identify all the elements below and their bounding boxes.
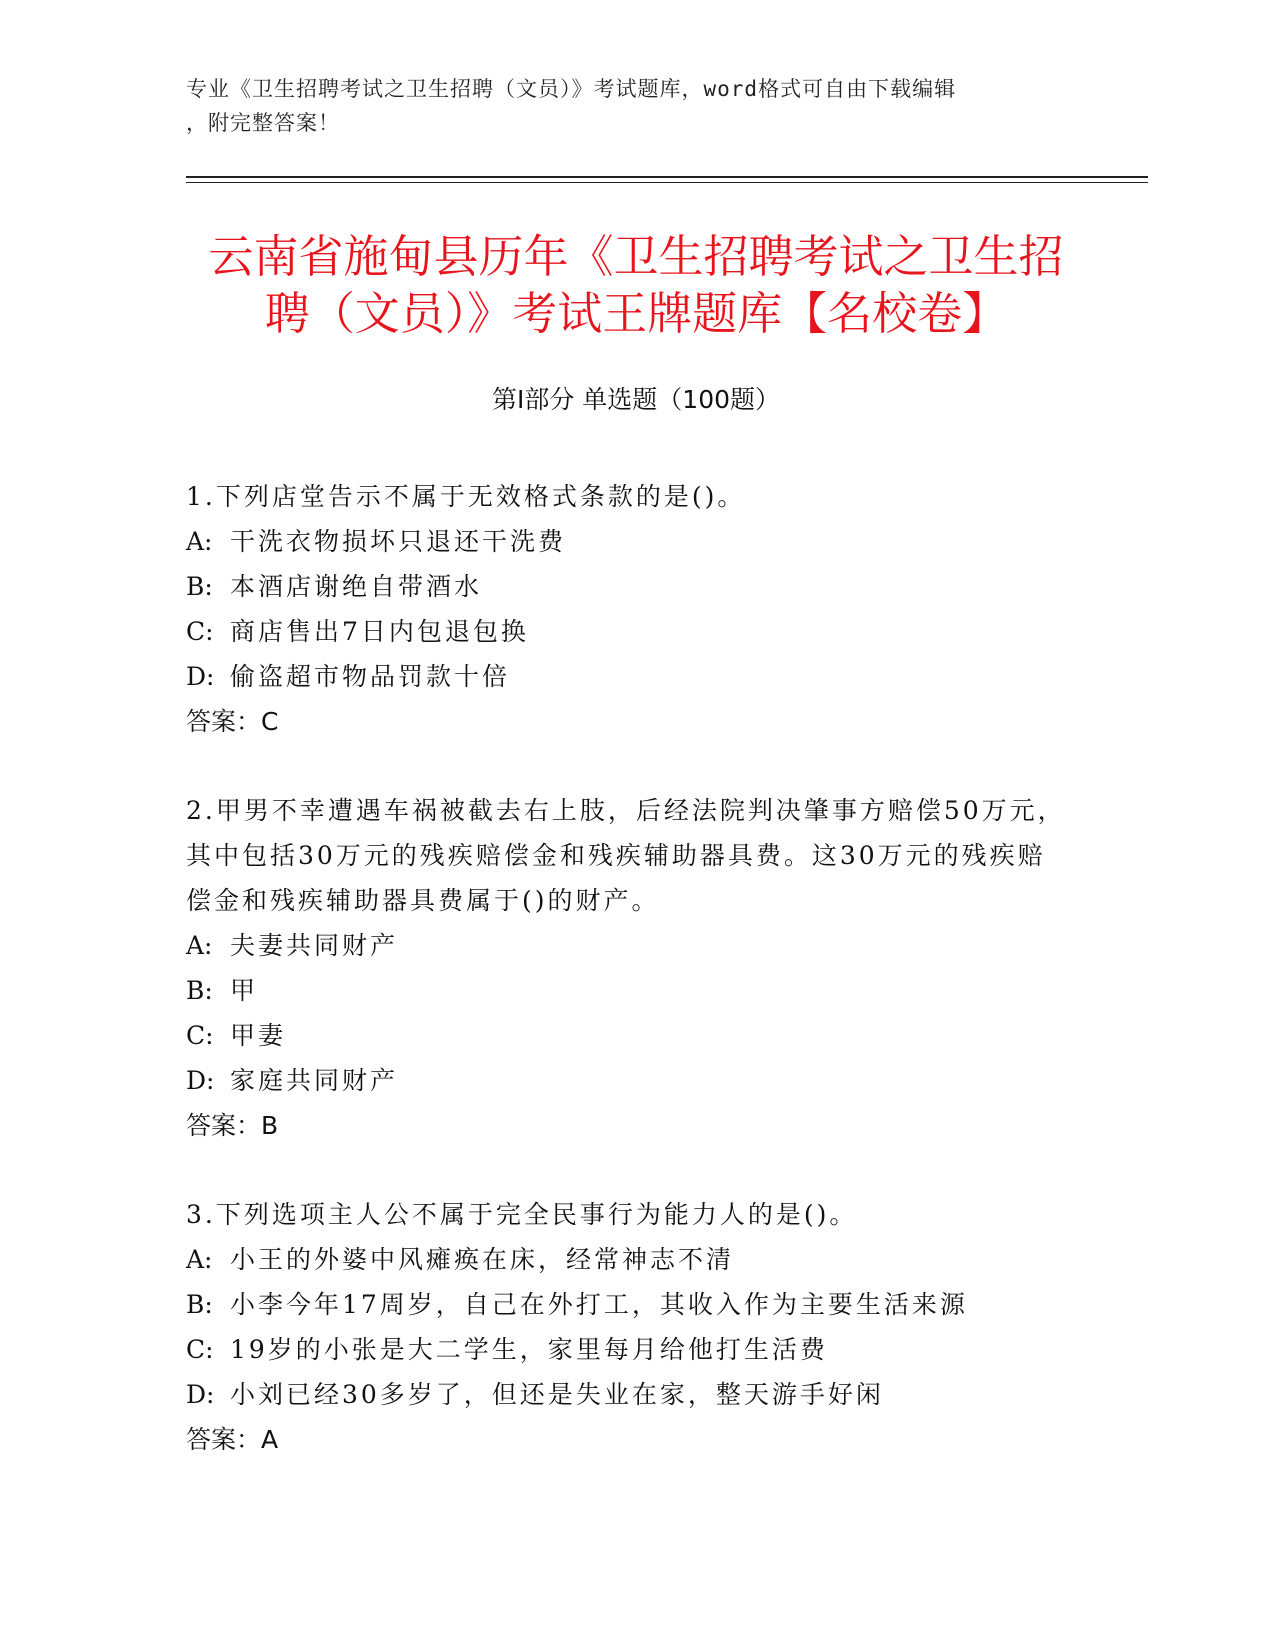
option-letter: A: — [186, 931, 213, 960]
option-letter: A: — [186, 527, 213, 556]
option-letter: C: — [186, 1335, 214, 1364]
answer-line: 答案：B — [186, 1111, 279, 1140]
option-a — [186, 1237, 1066, 1282]
option-text: 商店售出7日内包退包换 — [230, 617, 529, 646]
question-stem: 3.下列选项主人公不属于完全民事行为能力人的是()。 — [186, 1200, 858, 1229]
option-letter: D: — [186, 1066, 215, 1095]
option-d — [186, 1058, 1066, 1103]
question-item — [186, 788, 1066, 1148]
option-c — [186, 609, 1066, 654]
header-note-line-2: ，附完整答案！ — [186, 111, 340, 135]
option-letter: B: — [186, 1290, 213, 1319]
document-title-line-2: 聘（文员）》考试王牌题库【名校卷】 — [264, 287, 1008, 340]
option-text: 甲 — [230, 976, 259, 1005]
answer-line: 答案：C — [186, 707, 279, 736]
answer-line: 答案：A — [186, 1425, 279, 1454]
option-text: 小李今年17周岁，自己在外打工，其收入作为主要生活来源 — [230, 1290, 968, 1319]
option-a — [186, 519, 1066, 564]
option-b — [186, 1282, 1066, 1327]
header-divider-thin — [186, 182, 1148, 183]
header-note-line-1: 专业《卫生招聘考试之卫生招聘（文员）》考试题库，word格式可自由下载编辑 — [186, 77, 957, 101]
question-stem: 2.甲男不幸遭遇车祸被截去右上肢，后经法院判决肇事方赔偿50万元，其中包括30万元的残疾赔偿金和残疾辅助器具费。这30万元的残疾赔偿金和残疾辅助器具费属于()的财产。 — [186, 796, 1066, 915]
option-d — [186, 654, 1066, 699]
section-title: 第Ⅰ部分 单选题（100题） — [491, 385, 781, 414]
option-text: 家庭共同财产 — [230, 1066, 399, 1095]
option-c — [186, 1327, 1066, 1372]
option-letter: B: — [186, 976, 213, 1005]
option-letter: C: — [186, 617, 214, 646]
option-letter: D: — [186, 1380, 215, 1409]
option-letter: D: — [186, 662, 215, 691]
option-letter: B: — [186, 572, 213, 601]
option-text: 小王的外婆中风瘫痪在床，经常神志不清 — [230, 1245, 735, 1274]
option-letter: C: — [186, 1021, 214, 1050]
option-letter: A: — [186, 1245, 213, 1274]
option-b — [186, 564, 1066, 609]
option-text: 小刘已经30多岁了，但还是失业在家，整天游手好闲 — [230, 1380, 884, 1409]
question-item — [186, 1192, 1066, 1462]
option-a — [186, 923, 1066, 968]
document-title — [186, 228, 1086, 342]
option-d — [186, 1372, 1066, 1417]
question-list — [186, 474, 1066, 1506]
option-text: 夫妻共同财产 — [230, 931, 399, 960]
option-b — [186, 968, 1066, 1013]
header-note — [186, 72, 1086, 140]
option-text: 19岁的小张是大二学生，家里每月给他打生活费 — [230, 1335, 828, 1364]
option-c — [186, 1013, 1066, 1058]
option-text: 本酒店谢绝自带酒水 — [230, 572, 483, 601]
option-text: 偷盗超市物品罚款十倍 — [230, 662, 511, 691]
document-title-line-1: 云南省施甸县历年《卫生招聘考试之卫生招 — [208, 230, 1064, 283]
header-divider-thick — [186, 176, 1148, 178]
option-text: 干洗衣物损坏只退还干洗费 — [230, 527, 567, 556]
question-item — [186, 474, 1066, 744]
option-text: 甲妻 — [230, 1021, 287, 1050]
question-stem: 1.下列店堂告示不属于无效格式条款的是()。 — [186, 482, 746, 511]
